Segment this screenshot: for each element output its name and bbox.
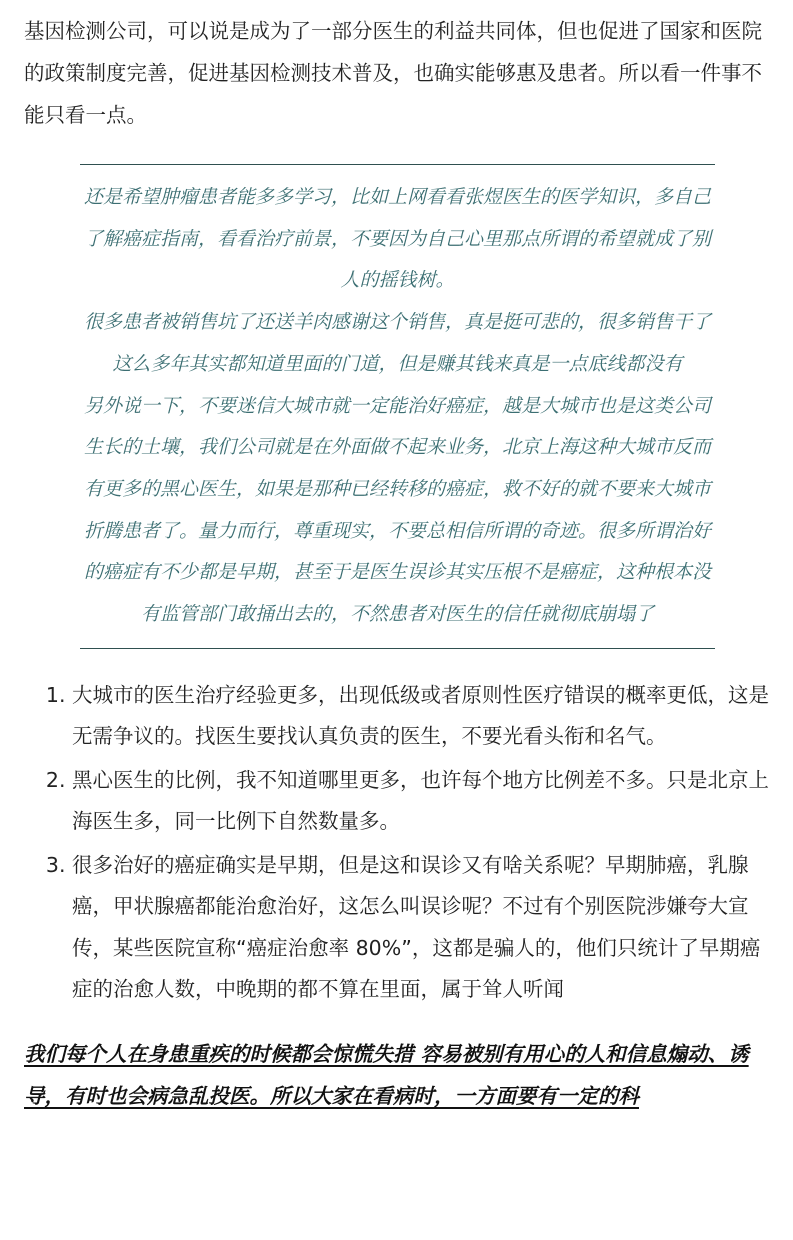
emphasis-paragraph: 我们每个人在身患重疾的时候都会惊慌失措 容易被别有用心的人和信息煽动、诱导，有时也会病急乱投医。所以大家在看病时，一方面要有一定的科 — [24, 1041, 749, 1108]
list-item: 1. 大城市的医生治疗经验更多，出现低级或者原则性医疗错误的概率更低，这是无需争议的。找医生要找认真负责的医生，不要光看头衔和名气。 — [72, 675, 772, 758]
list-item: 3. 很多治好的癌症确实是早期，但是这和误诊又有啥关系呢？早期肺癌，乳腺癌，甲状腺癌都能治愈治好，这怎么叫误诊呢？不过有个别医院涉嫌夸大宣传，某些医院宣称“癌症治愈率 80%”，这都是骗人的，他们只统计了早期癌症的治愈人数，中晚期的都不算在里面，属于耸人听闻 — [72, 845, 772, 1011]
article-body — [24, 0, 772, 1117]
quote-paragraph-1: 还是希望肿瘤患者能多多学习，比如上网看看张煜医生的医学知识，多自己了解癌症指南，看看治疗前景，不要因为自己心里那点所谓的希望就成了别人的摇钱树。 — [83, 186, 711, 292]
quote-paragraph-2: 很多患者被销售坑了还送羊肉感谢这个销售，真是挺可悲的，很多销售干了这么多年其实都知道里面的门道，但是赚其钱来真是一点底线都没有 — [83, 311, 711, 375]
quoted-comment — [80, 164, 715, 649]
intro-paragraph: 基因检测公司，可以说是成为了一部分医生的利益共同体，但也促进了国家和医院的政策制度完善，促进基因检测技术普及，也确实能够惠及患者。所以看一件事不能只看一点。 — [24, 19, 762, 127]
list-item: 2. 黑心医生的比例，我不知道哪里更多，也许每个地方比例差不多。只是北京上海医生多，同一比例下自然数量多。 — [72, 760, 772, 843]
response-list — [24, 675, 772, 1011]
quote-paragraph-3: 另外说一下，不要迷信大城市就一定能治好癌症，越是大城市也是这类公司生长的土壤，我们公司就是在外面做不起来业务，北京上海这种大城市反而有更多的黑心医生，如果是那种已经转移的癌症，救不好的就不要来大城市折腾患者了。量力而行，尊重现实，不要总相信所谓的奇迹。很多所谓治好的癌症有不少都是早期，甚至于是医生误诊其实压根不是癌症，这种根本没有监管部门敢捅出去的，不然患者对医生的信任就彻底崩塌了 — [83, 394, 711, 626]
